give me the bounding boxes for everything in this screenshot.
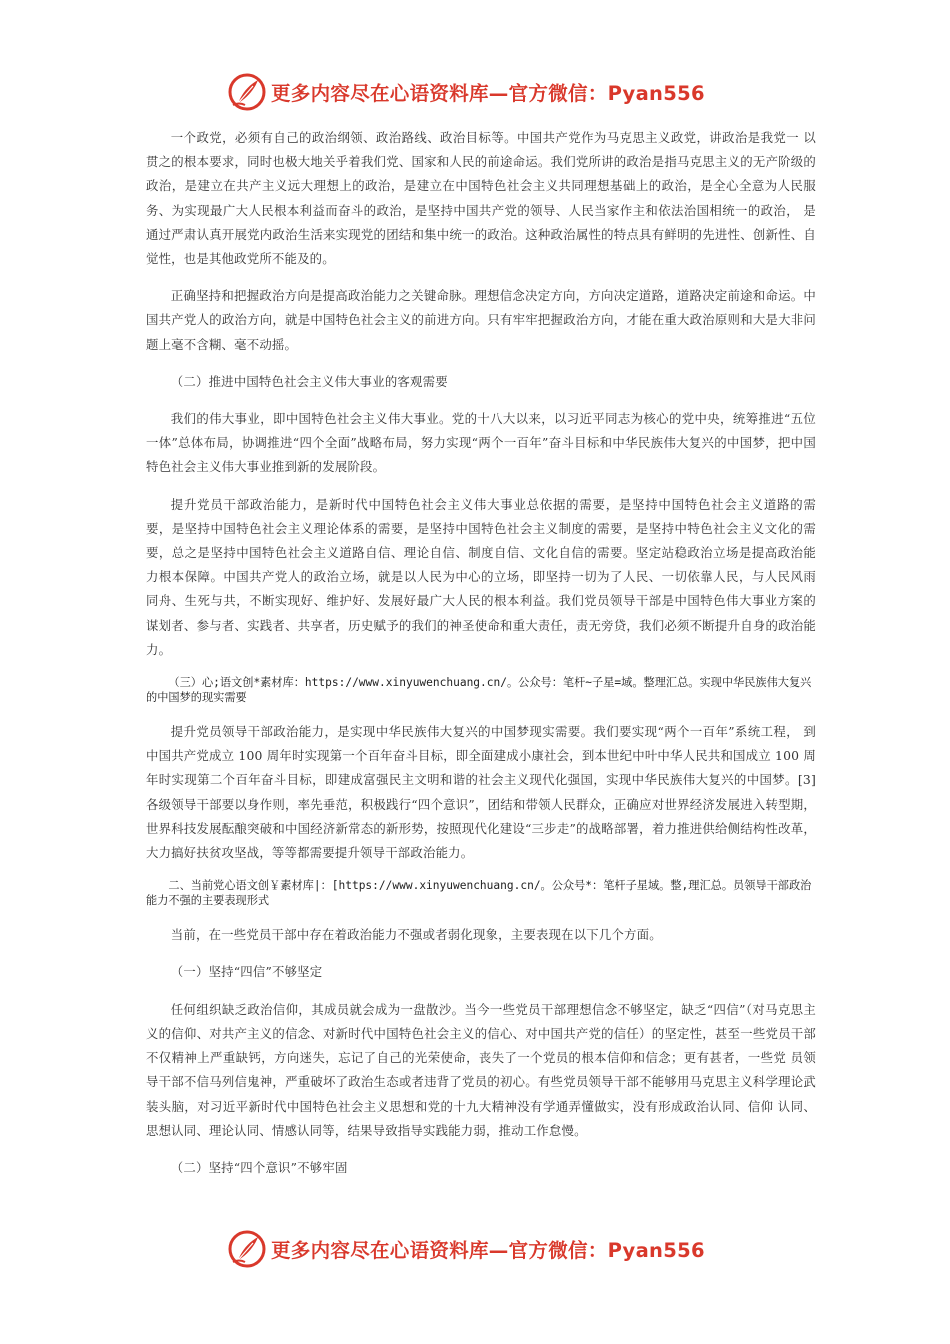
paragraph: 提升党员领导干部政治能力，是实现中华民族伟大复兴的中国梦现实需要。我们要实现“两个一百年”系统工程， 到中国共产党成立 100 周年时实现第一个百年奋斗目标，即全面建成小康社会，到本世纪中叶中华人民共和国成立 100 周年时实现第二个百年奋斗目标，即建成富强民主文明和谐的社会主义现代化强国，实现中华民族伟大复兴的中国梦。[3]各级领导干部要以身作则，率先垂范，积极践行“四个意识”，团结和带领人民群众，正确应对世界经济发展进入转型期，世界科技发展酝酿突破和中国经济新常态的新形势，按照现代化建设“三步走”的战略部署，着力推进供给侧结构性改革，大力搞好扶贫攻坚战，等等都需要提升领导干部政治能力。 <box>146 724 816 861</box>
document-body <box>146 126 816 1193</box>
banner-text: 更多内容尽在心语资料库—官方微信：Pyan556 <box>271 1239 705 1262</box>
section-heading-watermarked: 二、当前党心语文创￥素材库|：[https://www.xinyuwenchuang.cn/。公众号*：笔杆子星域。整,理汇总。员领导干部政治能力不强的主要表现形式 <box>146 879 812 908</box>
section-heading: （二）坚持“四个意识”不够牢固 <box>170 1159 348 1175</box>
section-heading: （二）推进中国特色社会主义伟大事业的客观需要 <box>170 373 448 389</box>
section-heading-watermarked: （三）心;语文创*素材库：https://www.xinyuwenchuang.cn/。公众号：笔杆~子星=域。整理汇总。实现中华民族伟大复兴的中国梦的现实需要 <box>146 676 812 705</box>
paragraph: 正确坚持和把握政治方向是提高政治能力之关键命脉。理想信念决定方向，方向决定道路，道路决定前途和命运。中国共产党人的政治方向，就是中国特色社会主义的前进方向。只有牢牢把握政治方向，才能在重大政治原则和大是大非问题上毫不含糊、毫不动摇。 <box>146 288 816 352</box>
paragraph: 提升党员干部政治能力，是新时代中国特色社会主义伟大事业总依据的需要，是坚持中国特色社会主义道路的需 要，是坚持中国特色社会主义理论体系的需要，是坚持中国特色社会主义制度的需要，是坚持中特色社会主义文化的需 要，总之是坚持中国特色社会主义道路自信、理论自信、制度自信、文化自信的需要。坚定站稳政治立场是提高政治能 力根本保障。中国共产党人的政治立场，就是以人民为中心的立场，即坚持一切为了人民、一切依靠人民，与人民风雨 同舟、生死与共，不断实现好、维护好、发展好最广大人民的根本利益。我们党员领导干部是中国特色伟大事业方案的 谋划者、参与者、实践者、共享者，历史赋予的我们的神圣使命和重大责任，责无旁贷，我们必须不断提升自身的政治能力。 <box>146 496 816 657</box>
banner-text: 更多内容尽在心语资料库—官方微信：Pyan556 <box>271 82 705 105</box>
section-heading: （一）坚持“四信”不够坚定 <box>170 964 323 980</box>
paragraph: 任何组织缺乏政治信仰，其成员就会成为一盘散沙。当今一些党员干部理想信念不够坚定，缺乏“四信”（对马克思主义的信仰、对共产主义的信念、对新时代中国特色社会主义的信心、对中国共产党的信任）的坚定性，甚至一些党员干部不仅精神上严重缺钙，方向迷失，忘记了自己的光荣使命，丧失了一个党员的根本信仰和信念；更有甚者，一些党 员领导干部不信马列信鬼神，严重破坏了政治生态或者违背了党员的初心。有些党员领导干部不能够用马克思主义科学理论武装头脑，对习近平新时代中国特色社会主义思想和党的十九大精神没有学通弄懂做实，没有形成政治认同、信仰 认同、思想认同、理论认同、情感认同等，结果导致指导实践能力弱，推动工作怠慢。 <box>146 1001 816 1138</box>
header-banner <box>227 70 727 114</box>
paragraph: 我们的伟大事业，即中国特色社会主义伟大事业。党的十八大以来，以习近平同志为核心的党中央，统筹推进“五位一体”总体布局，协调推进“四个全面”战略布局，努力实现“两个一百年”奋斗目标和中华民族伟大复兴的中国梦，把中国特色社会主义伟大事业推到新的发展阶段。 <box>146 411 816 475</box>
feather-pen-icon <box>227 72 267 112</box>
paragraph: 一个政党，必须有自己的政治纲领、政治路线、政治目标等。中国共产党作为马克思主义政党，讲政治是我党一 以贯之的根本要求，同时也极大地关乎着我们党、国家和人民的前途命运。我们党所讲的政治是指马克思主义的无产阶级的政治，是建立在共产主义远大理想上的政治，是建立在中国特色社会主义共同理想基础上的政治，是全心全意为人民服务、为实现最广大人民根本利益而奋斗的政治，是坚持中国共产党的领导、人民当家作主和依法治国相统一的政治， 是通过严肃认真开展党内政治生活来实现党的团结和集中统一的政治。这种政治属性的特点具有鲜明的先进性、创新性、自觉性，也是其他政党所不能及的。 <box>146 130 816 267</box>
paragraph: 当前，在一些党员干部中存在着政治能力不强或者弱化现象，主要表现在以下几个方面。 <box>170 927 662 943</box>
footer-banner <box>227 1227 727 1271</box>
feather-pen-icon <box>227 1229 267 1269</box>
